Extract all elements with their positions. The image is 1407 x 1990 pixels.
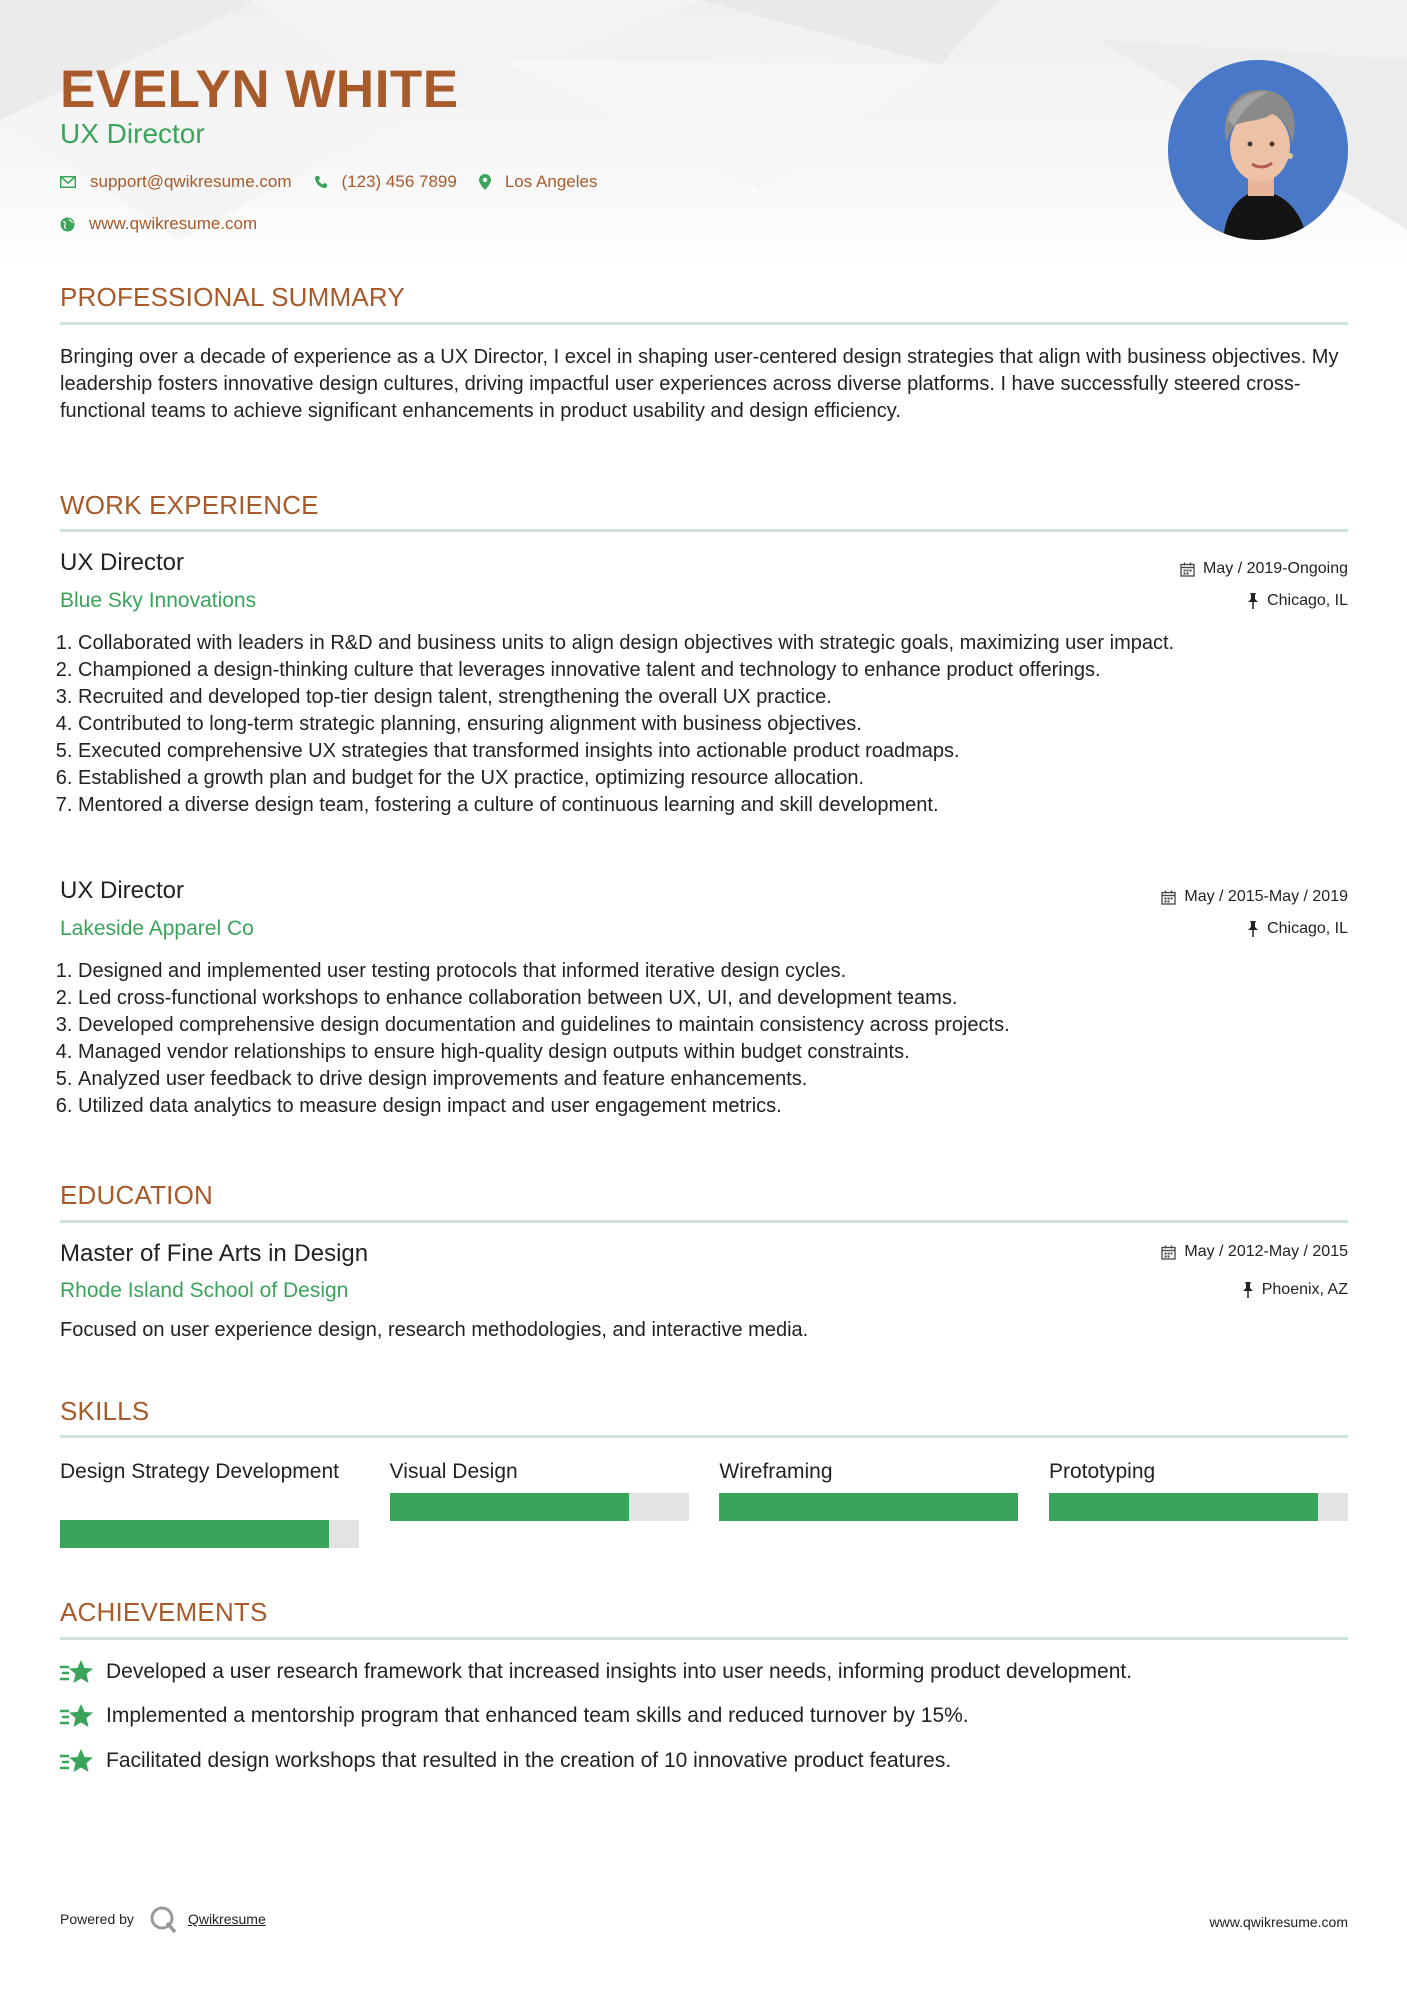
education-school: Rhode Island School of Design [60,1279,349,1302]
list-item: 1. Collaborated with leaders in R&D and business units to align design objectives with strategic goals, maximizing user impact. [78,630,1366,657]
list-item: 5. Executed comprehensive UX strategies that transformed insights into actionable product roadmaps. [78,738,1366,765]
skill-item [390,1458,689,1558]
contact-location [479,172,598,192]
map-pin-icon [479,174,491,190]
contact-email[interactable] [60,172,292,192]
powered-by-label: Powered by [60,1911,134,1927]
location-text: Los Angeles [504,172,598,191]
achievement-item [60,1659,1132,1685]
achievement-text: Facilitated design workshops that resulted in the creation of 10 innovative product features. [106,1749,952,1772]
powered-by [60,1904,266,1934]
job-bullets [60,958,1366,1120]
section-title-education: EDUCATION [60,1180,213,1210]
list-item: 3. Developed comprehensive design documentation and guidelines to maintain consistency across projects. [78,1012,1366,1039]
contact-row-secondary [60,214,279,234]
achievement-text: Implemented a mentorship program that enhanced team skills and reduced turnover by 15%. [106,1704,969,1727]
achievement-item [60,1748,951,1774]
section-title-summary: PROFESSIONAL SUMMARY [60,282,405,312]
skill-bar [60,1520,359,1548]
education-dates [1161,1243,1348,1261]
email-text: support@qwikresume.com [90,172,292,191]
qwikresume-link[interactable]: Qwikresume [187,1911,266,1927]
education-description: Focused on user experience design, research methodologies, and interactive media. [60,1319,809,1341]
calendar-icon [1161,1245,1176,1260]
education-dates-text: May / 2012-May / 2015 [1184,1243,1348,1260]
pushpin-icon [1247,921,1259,937]
job-location [1247,920,1348,938]
education-degree: Master of Fine Arts in Design [60,1240,369,1267]
list-item: 5. Analyzed user feedback to drive design improvements and feature enhancements. [78,1066,1366,1093]
footer [60,1900,1348,1940]
job-title: UX Director [60,877,185,904]
portrait-illustration [1168,60,1348,240]
skill-bar-fill [60,1520,329,1548]
skill-bar [390,1493,689,1521]
calendar-icon [1161,890,1176,905]
job-dates-text: May / 2019-Ongoing [1203,560,1348,577]
pushpin-icon [1247,593,1259,609]
contact-row-primary [60,172,619,192]
section-title-experience: WORK EXPERIENCE [60,490,319,520]
profile-photo [1168,60,1348,240]
phone-icon [314,175,328,189]
website-text: www.qwikresume.com [89,214,258,233]
skill-label: Wireframing [719,1460,833,1483]
skill-item [60,1458,359,1558]
star-icon [60,1748,94,1774]
list-item: 7. Mentored a diverse design team, fostering a culture of continuous learning and skill development. [78,792,1366,819]
skill-item [1049,1458,1348,1558]
section-title-skills: SKILLS [60,1396,150,1426]
section-divider [60,529,1348,532]
star-icon [60,1659,94,1685]
qwikresume-logo-icon [148,1904,178,1934]
list-item: 1. Designed and implemented user testing protocols that informed iterative design cycles. [78,958,1366,985]
candidate-name: EVELYN WHITE [60,60,459,119]
job-bullets [60,630,1366,819]
skills-grid [60,1458,1348,1558]
section-divider [60,1220,1348,1223]
job-company: Lakeside Apparel Co [60,917,254,940]
job-dates-text: May / 2015-May / 2019 [1184,888,1348,905]
section-title-achievements: ACHIEVEMENTS [60,1597,268,1627]
phone-text: (123) 456 7899 [341,172,457,191]
envelope-icon [60,176,76,188]
list-item: 3. Recruited and developed top-tier design talent, strengthening the overall UX practice. [78,684,1366,711]
list-item: 6. Established a growth plan and budget for the UX practice, optimizing resource allocation. [78,765,1366,792]
list-item: 6. Utilized data analytics to measure design impact and user engagement metrics. [78,1093,1366,1120]
globe-icon [60,217,75,232]
pushpin-icon [1242,1282,1254,1298]
skill-label: Visual Design [389,1460,518,1483]
list-item: 2. Led cross-functional workshops to enhance collaboration between UX, UI, and development teams. [78,985,1366,1012]
skill-bar-fill [719,1493,1018,1521]
contact-phone[interactable] [314,172,457,192]
footer-site: www.qwikresume.com [1209,1914,1348,1930]
skill-bar-fill [1049,1493,1318,1521]
job-location-text: Chicago, IL [1267,920,1348,937]
education-location [1242,1281,1348,1299]
skill-bar [1049,1493,1348,1521]
achievement-item [60,1703,969,1729]
candidate-role: UX Director [60,118,205,149]
contact-website[interactable] [60,214,257,234]
list-item: 2. Championed a design-thinking culture that leverages innovative talent and technology to enhance product offerings. [78,657,1366,684]
achievement-text: Developed a user research framework that increased insights into user needs, informing product development. [106,1660,1133,1683]
section-divider [60,322,1348,325]
list-item: 4. Managed vendor relationships to ensure high-quality design outputs within budget constraints. [78,1039,1366,1066]
job-dates [1161,888,1348,906]
calendar-icon [1180,562,1195,577]
skill-bar [719,1493,1018,1521]
job-dates [1180,560,1348,578]
job-company: Blue Sky Innovations [60,589,257,612]
section-divider [60,1435,1348,1438]
job-location-text: Chicago, IL [1267,592,1348,609]
job-location [1247,592,1348,610]
job-title: UX Director [60,549,185,576]
star-icon [60,1703,94,1729]
skill-item [719,1458,1018,1558]
skill-bar-fill [390,1493,629,1521]
skill-label: Design Strategy Development [60,1460,339,1483]
list-item: 4. Contributed to long-term strategic planning, ensuring alignment with business objectives. [78,711,1366,738]
education-location-text: Phoenix, AZ [1261,1281,1348,1298]
summary-text: Bringing over a decade of experience as a UX Director, I excel in shaping user-centered design strategies that align with business objectives. My leadership fosters innovative design cultures, driving impactful user experiences across diverse platforms. I have successfully steered cross-functional teams to achieve significant enhancements in product usability and design efficiency. [60,346,1339,422]
skill-label: Prototyping [1048,1460,1156,1483]
section-divider [60,1637,1348,1640]
